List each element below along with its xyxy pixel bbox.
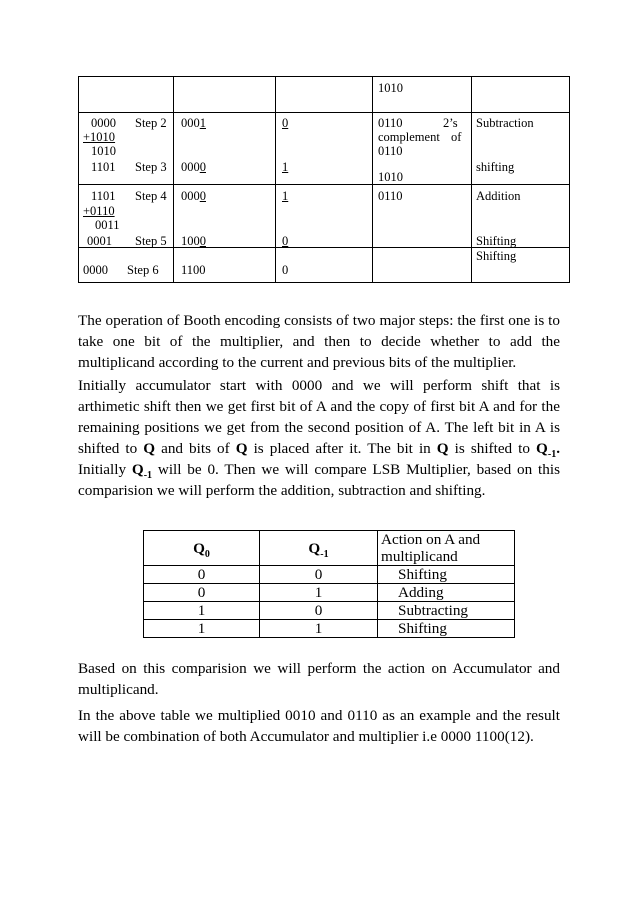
cell-q-minus-1: 1 [260,620,378,638]
table-row [144,602,515,620]
paragraph-booth-encoding: The operation of Booth encoding consists of two major steps: the first one is to take one bit of the multiplier, and then to decide whether to add the multiplicand according to the current and previous bits of the multiplier. [78,312,560,371]
table-cell: 1 [282,160,289,174]
table-cell: complement [378,130,440,144]
col-line [173,77,174,282]
col-line [275,77,276,282]
cell-action: Shifting [378,620,515,638]
table-cell: Step 5 [135,234,167,248]
table-cell: 0011 [95,218,120,232]
table-cell: 0001 [181,116,206,130]
cell-q0: 1 [144,602,260,620]
table-cell: Step 6 [127,263,159,277]
table-cell: Shifting [476,249,517,263]
table-cell: shifting [476,160,515,174]
table-cell: 0110 [378,144,403,158]
table-cell: 1 [282,189,289,203]
table-cell: 1010 [378,81,403,95]
table-cell: Subtraction [476,116,534,130]
table-cell: 0000 [181,160,206,174]
table-cell: Addition [476,189,521,203]
cell-action: Adding [378,584,515,602]
table-cell: 1010 [91,144,116,158]
table-cell: 1010 [378,170,403,184]
row-line [79,184,569,185]
table-cell: 0 [282,116,289,130]
paragraph-procedure: Initially accumulator start with 0000 and we will perform shift that is arthimetic shift then we get first bit of A and the copy of first bit A and for the remaining positions we get from the second position of A. The left bit in A is shifted to Q and bits of Q is placed after it. The bit in Q is shifted to $Q_{-1}$. Initially $Q_{-1}$ will be 0. Then we will compare LSB Multiplier, based on this comparision we will perform the addition, subtraction and shifting. [78,377,561,499]
table-cell: 2’s [443,116,458,130]
cell-action: Subtracting [378,602,515,620]
table-header-row [144,531,515,566]
row-line [79,112,569,113]
cell-q-minus-1: 0 [260,602,378,620]
table-cell: Shifting [476,234,517,248]
booth-steps-table [78,76,570,283]
cell-q0: 0 [144,584,260,602]
table-cell: 0110 [378,116,403,130]
cell-q-minus-1: 1 [260,584,378,602]
paragraph-comparison: Based on this comparision we will perform the action on Accumulator and multiplicand. [78,660,560,698]
table-cell: 1000 [181,234,206,248]
cell-q0: 1 [144,620,260,638]
cell-action: Shifting [378,566,515,584]
table-cell: 0 [282,263,289,277]
header-action: Action on A and multiplicand [378,531,515,566]
table-cell: Step 4 [135,189,167,203]
table-cell: 1101 [91,189,116,203]
table-cell: of [451,130,462,144]
col-line [372,77,373,282]
comparison-table [143,530,515,638]
table-cell: Step 2 [135,116,167,130]
table-cell: 0000 [83,263,108,277]
table-cell: 0000 [181,189,206,203]
cell-q0: 0 [144,566,260,584]
table-cell: 0000 [91,116,116,130]
table-row [144,566,515,584]
col-line [471,77,472,282]
table-cell: +1010 [83,130,116,144]
header-q-minus-1: $Q_{-1}$ [260,531,378,566]
table-row [144,620,515,638]
header-q0: $Q_0$ [144,531,260,566]
paragraph-result: In the above table we multiplied 0010 and 0110 as an example and the result will be combination of both Accumulator and multiplier i.e 0000 1100(12). [78,707,560,745]
table-cell: +0110 [83,204,115,218]
cell-q-minus-1: 0 [260,566,378,584]
table-row [144,584,515,602]
table-cell: 0 [282,234,289,248]
table-cell: Step 3 [135,160,167,174]
table-cell: 0001 [87,234,112,248]
table-cell: 0110 [378,189,403,203]
table-cell: 1100 [181,263,206,277]
table-cell: 1101 [91,160,116,174]
